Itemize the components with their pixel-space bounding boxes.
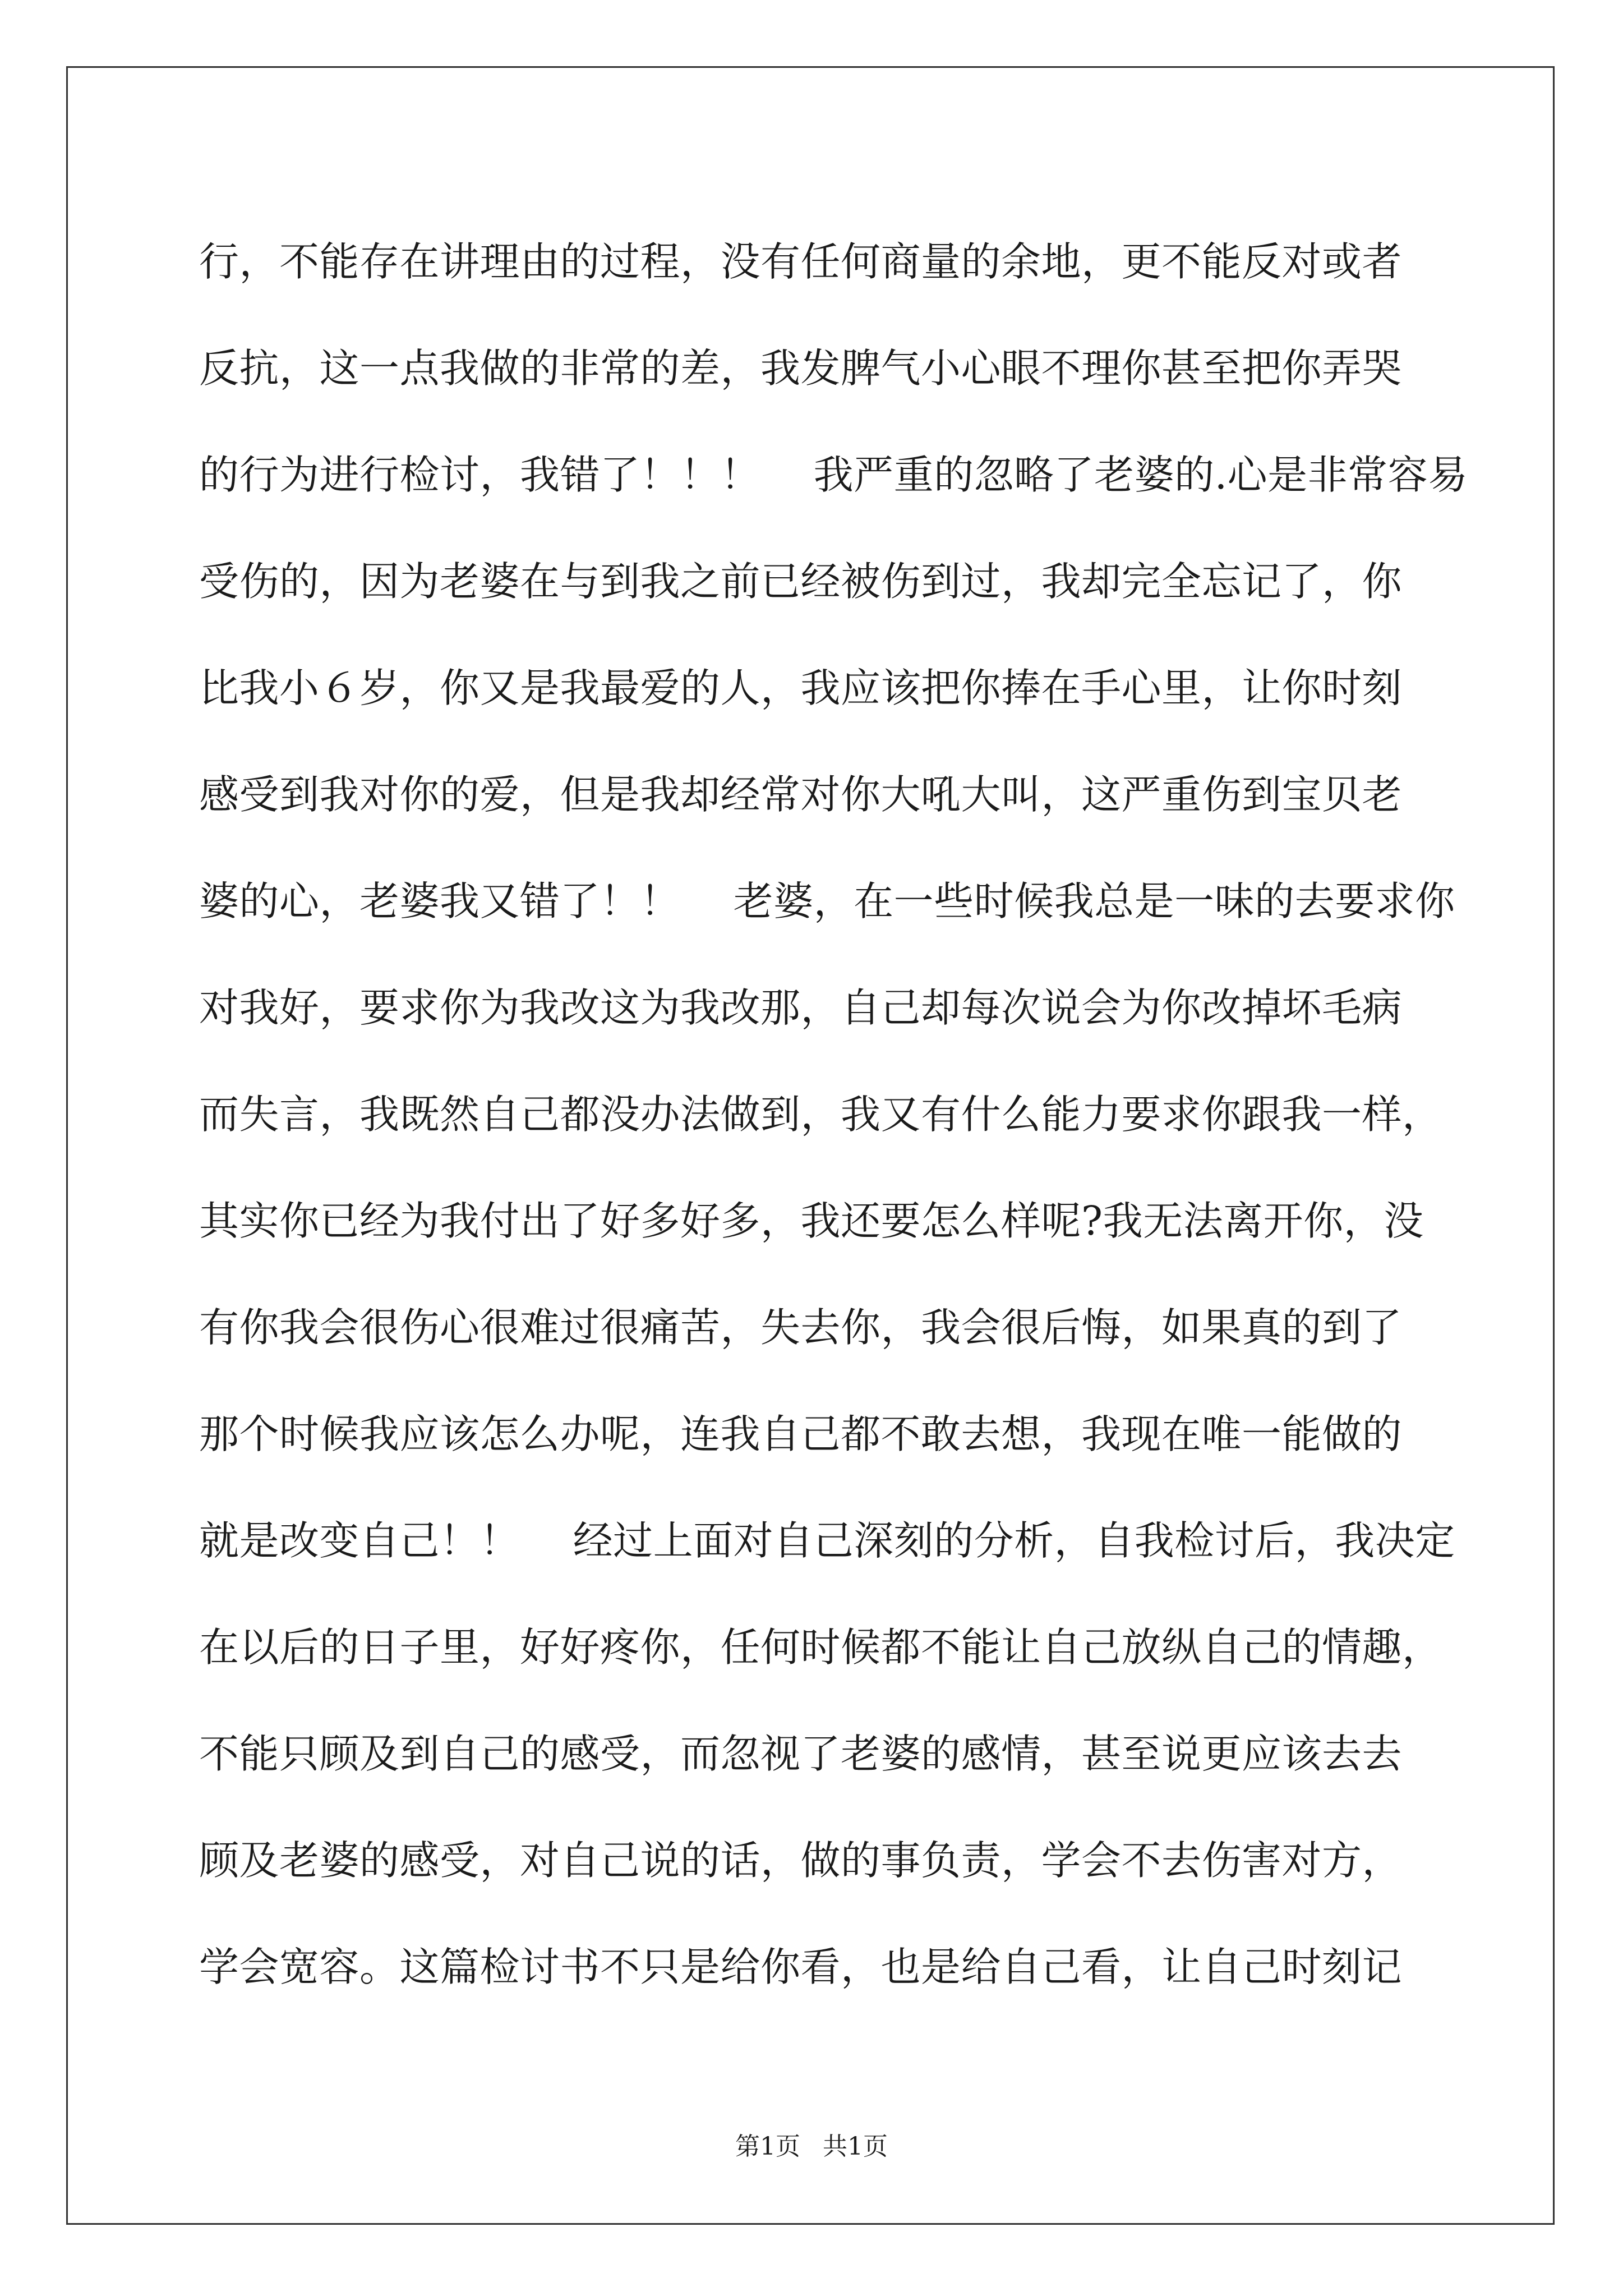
text-line: 在以后的日子里，好好疼你，任何时候都不能让自己放纵自己的情趣， [199,1624,1442,1671]
text-line: 行，不能存在讲理由的过程，没有任何商量的余地，更不能反对或者 [199,238,1403,285]
text-line: 比我小６岁，你又是我最爱的人，我应该把你捧在手心里，让你时刻 [199,665,1403,711]
text-line: 感受到我对你的爱，但是我却经常对你大吼大叫，这严重伤到宝贝老 [199,771,1403,818]
text-line: 对我好，要求你为我改这为我改那，自己却每次说会为你改掉坏毛病 [199,984,1403,1031]
text-line: 顾及老婆的感受，对自己说的话，做的事负责，学会不去伤害对方， [199,1837,1403,1884]
text-line: 而失言，我既然自己都没办法做到，我又有什么能力要求你跟我一样， [199,1091,1442,1138]
page-number: 第1页 [735,2132,800,2161]
text-line: 不能只顾及到自己的感受，而忽视了老婆的感情，甚至说更应该去去 [199,1731,1403,1777]
text-line: 就是改变自己！！ 经过上面对自己深刻的分析，自我检讨后，我决定 [199,1517,1455,1564]
text-line: 的行为进行检讨，我错了！！！ 我严重的忽略了老婆的.心是非常容易 [199,452,1468,498]
page-total: 共1页 [823,2132,888,2161]
text-line: 受伤的，因为老婆在与到我之前已经被伤到过，我却完全忘记了，你 [199,558,1403,605]
text-line: 其实你已经为我付出了好多好多，我还要怎么样呢?我无法离开你，没 [199,1198,1424,1244]
text-line: 学会宽容。这篇检讨书不只是给你看，也是给自己看，让自己时刻记 [199,1944,1403,1990]
text-line: 那个时候我应该怎么办呢，连我自己都不敢去想，我现在唯一能做的 [199,1411,1403,1457]
page-footer [0,2126,1623,2162]
text-line: 反抗，这一点我做的非常的差，我发脾气小心眼不理你甚至把你弄哭 [199,345,1403,392]
text-line: 婆的心，老婆我又错了！！ 老婆，在一些时候我总是一味的去要求你 [199,878,1455,924]
text-line: 有你我会很伤心很难过很痛苦，失去你，我会很后悔，如果真的到了 [199,1304,1403,1351]
document-body [199,209,1468,2021]
